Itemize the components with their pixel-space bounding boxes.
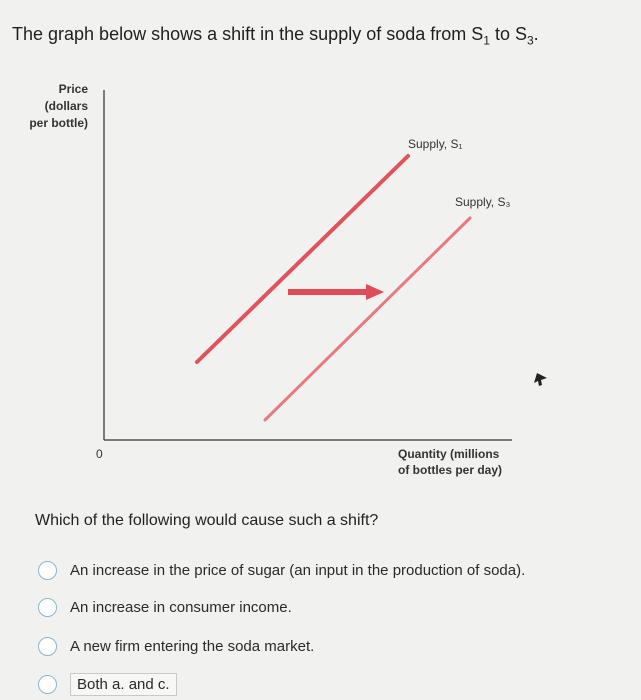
shift-arrow-head <box>366 284 384 300</box>
option-a-text: An increase in the price of sugar (an input in the production of soda). <box>70 561 526 579</box>
y-axis-label-line-3: per bottle) <box>29 116 88 130</box>
option-c-text: A new firm entering the soda market. <box>70 637 315 655</box>
title-mid: to S <box>489 24 527 44</box>
option-a-radio[interactable] <box>38 561 57 580</box>
option-b-text: An increase in consumer income. <box>70 598 292 616</box>
option-b[interactable] <box>38 595 292 619</box>
supply-s3-line <box>265 218 470 420</box>
mouse-cursor-icon <box>534 373 547 386</box>
title-end: . <box>533 24 539 44</box>
option-d-radio[interactable] <box>38 675 57 694</box>
question-prompt: Which of the following would cause such a shift? <box>35 512 379 529</box>
option-c[interactable] <box>38 634 314 658</box>
option-c-radio[interactable] <box>38 637 57 656</box>
y-axis-label-line-1: Price <box>58 82 88 96</box>
supply-s3-label: Supply, S₃ <box>455 195 511 209</box>
option-a[interactable] <box>38 558 525 582</box>
supply-s1-label: Supply, S₁ <box>408 137 463 151</box>
title-sub-1: 1 <box>483 33 490 48</box>
x-axis-label-line-2: of bottles per day) <box>398 463 503 477</box>
title-main: The graph below shows a shift in the supply of soda from S <box>12 24 484 44</box>
title-sub-3: 3 <box>526 33 534 48</box>
supply-s1-line <box>197 156 408 362</box>
y-axis-label-line-2: (dollars <box>44 99 88 113</box>
option-b-radio[interactable] <box>38 598 57 617</box>
option-d-text: Both a. and c. <box>70 673 177 696</box>
origin-label: 0 <box>96 447 103 461</box>
option-d[interactable] <box>38 672 177 696</box>
x-axis-label-line-1: Quantity (millions <box>398 447 500 461</box>
